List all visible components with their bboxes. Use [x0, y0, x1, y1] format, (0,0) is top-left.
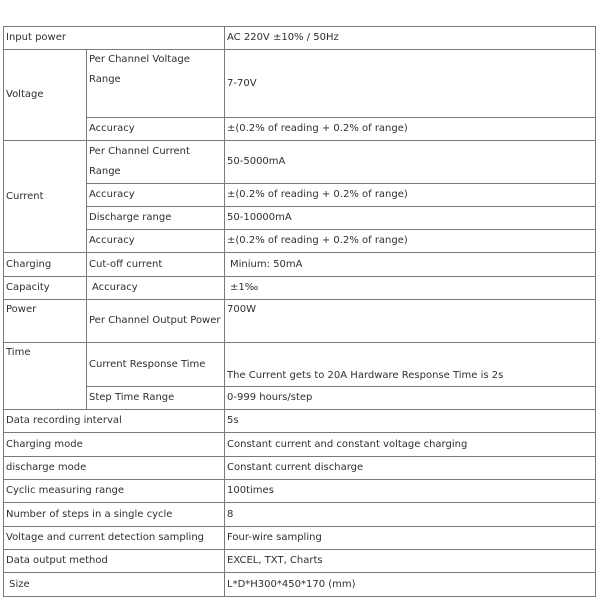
row-discharge-mode: [4, 457, 596, 480]
current-accuracy-value: ±(0.2% of reading + 0.2% of range): [225, 184, 596, 207]
time-step-value: 0-999 hours/step: [225, 387, 596, 410]
row-steps-per-cycle: [4, 503, 596, 527]
voltage-accuracy-label: Accuracy: [87, 118, 225, 141]
input-power-label: Input power: [4, 27, 225, 50]
time-step-label: Step Time Range: [87, 387, 225, 410]
capacity-sub-label-text: Accuracy: [92, 282, 138, 293]
voltage-range-label: Per Channel Voltage Range: [87, 50, 225, 118]
discharge-mode-value: Constant current discharge: [225, 457, 596, 480]
cyclic-range-label: Cyclic measuring range: [4, 480, 225, 503]
row-size: [4, 573, 596, 597]
row-discharge-range: [4, 207, 596, 230]
data-recording-label: Data recording interval: [4, 410, 225, 433]
row-current-accuracy: [4, 184, 596, 207]
power-label: Power: [4, 300, 87, 343]
row-voltage-accuracy: [4, 118, 596, 141]
charging-value-text: Minium: 50mA: [230, 258, 303, 270]
sampling-value: Four-wire sampling: [225, 527, 596, 550]
current-accuracy-label: Accuracy: [87, 184, 225, 207]
row-cyclic-range: [4, 480, 596, 503]
current-range-label: Per Channel Current Range: [87, 141, 225, 184]
row-charging: [4, 253, 596, 277]
voltage-accuracy-value: ±(0.2% of reading + 0.2% of range): [225, 118, 596, 141]
discharge-accuracy-label: Accuracy: [87, 230, 225, 253]
row-charging-mode: [4, 433, 596, 457]
input-power-value: AC 220V ±10% / 50Hz: [225, 27, 596, 50]
sampling-label: Voltage and current detection sampling: [4, 527, 225, 550]
power-value: 700W: [225, 300, 596, 343]
voltage-label: Voltage: [4, 50, 87, 141]
capacity-sub-label: [87, 277, 225, 300]
row-capacity: [4, 277, 596, 300]
charging-mode-value: Constant current and constant voltage charging: [225, 433, 596, 457]
discharge-range-value: 50-10000mA: [225, 207, 596, 230]
cyclic-range-value: 100times: [225, 480, 596, 503]
steps-per-cycle-label: Number of steps in a single cycle: [4, 503, 225, 527]
size-label: Size: [4, 573, 225, 597]
discharge-accuracy-value: ±(0.2% of reading + 0.2% of range): [225, 230, 596, 253]
discharge-range-label: Discharge range: [87, 207, 225, 230]
current-label: Current: [4, 141, 87, 253]
capacity-value-text: ±1‰: [230, 282, 259, 293]
voltage-range-value: 7-70V: [225, 50, 596, 118]
specification-table: [3, 26, 596, 597]
row-data-recording: [4, 410, 596, 433]
row-input-power: [4, 27, 596, 50]
row-sampling: [4, 527, 596, 550]
data-output-label: Data output method: [4, 550, 225, 573]
time-response-value: The Current gets to 20A Hardware Response Time is 2s: [225, 343, 596, 387]
power-sub-label: Per Channel Output Power: [87, 300, 225, 343]
row-data-output: [4, 550, 596, 573]
row-current-range: [4, 141, 596, 184]
charging-mode-label: Charging mode: [4, 433, 225, 457]
capacity-label: Capacity: [4, 277, 87, 300]
row-time-response: [4, 343, 596, 387]
row-power: [4, 300, 596, 343]
current-range-value: 50-5000mA: [225, 141, 596, 184]
charging-sub-label: Cut-off current: [87, 253, 225, 277]
time-response-label: Current Response Time: [87, 343, 225, 387]
time-label: Time: [4, 343, 87, 410]
size-value: L*D*H300*450*170 (mm): [225, 573, 596, 597]
row-discharge-accuracy: [4, 230, 596, 253]
steps-per-cycle-value: 8: [225, 503, 596, 527]
charging-label: Charging: [4, 253, 87, 277]
row-voltage-range: [4, 50, 596, 118]
data-output-value: EXCEL, TXT, Charts: [225, 550, 596, 573]
charging-value: [225, 253, 596, 277]
capacity-value: [225, 277, 596, 300]
data-recording-value: 5s: [225, 410, 596, 433]
discharge-mode-label: discharge mode: [4, 457, 225, 480]
row-time-step: [4, 387, 596, 410]
